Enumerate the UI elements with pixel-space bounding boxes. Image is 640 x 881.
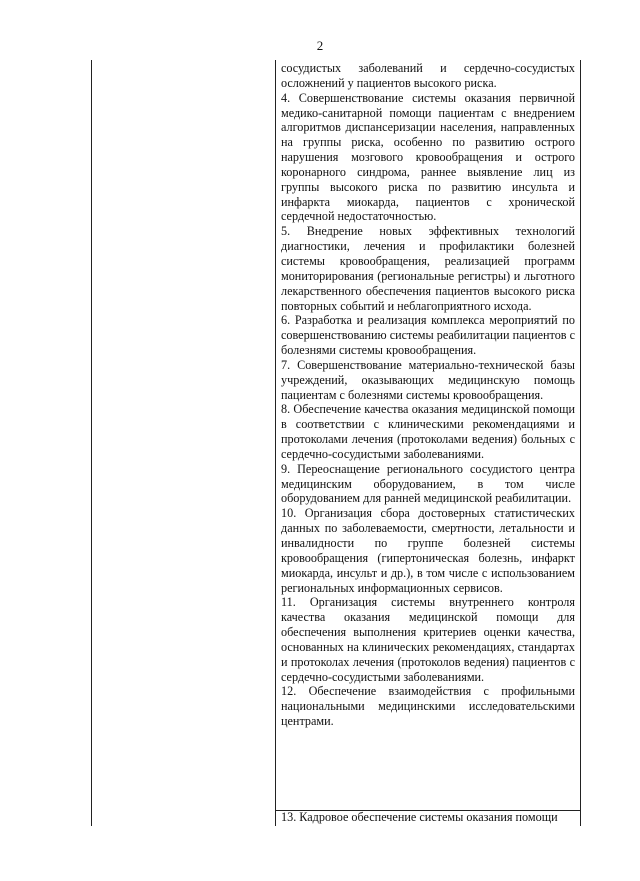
list-item-continued: 13. Кадровое обеспечение системы оказания помощи [281,810,558,824]
page-number: 2 [316,38,324,53]
list-item: 9. Переоснащение регионального сосудистого центра медицинским оборудованием, в том числе оборудованием для ранней медицинской реабилитации. [281,461,575,506]
list-item: 10. Организация сбора достоверных статистических данных по заболеваемости, смертности, летальности и инвалидности по группе болезней системы кровообращения (гипертоническая болезнь, инфаркт миокарда, инсульт и др.), в том числе с использованием региональных информационных сервисов. [281,506,575,595]
list-item: 8. Обеспечение качества оказания медицинской помощи в соответствии с клиническими рекомендациями и протоколами лечения (протоколами ведения) больных с сердечно-сосудистыми заболеваниями. [281,402,575,461]
column-divider [275,60,276,826]
list-item: 7. Совершенствование материально-технической базы учреждений, оказывающих медицинскую помощь пациентам с болезнями системы кровообращения. [281,357,575,402]
list-item: 12. Обеспечение взаимодействия с профильными национальными медицинскими исследовательскими центрами. [281,684,575,729]
list-item: 11. Организация системы внутреннего контроля качества оказания медицинской помощи для обеспечения выполнения критериев оценки качества, основанных на клинических рекомендациях, стандартах и протоколах лечения (протоколов ведения) пациентов с сердечно-сосудистыми заболеваниями. [281,595,575,684]
document-table [91,60,581,826]
list-item: 4. Совершенствование системы оказания первичной медико-санитарной помощи пациентам с внедрением алгоритмов диспансеризации населения, направленных на группы риска, особенно по развитию острого нарушения мозгового кровообращения и острого коронарного синдрома, раннее выявление лиц из группы высокого риска по развитию инсульта и инфаркта миокарда, пациентов с хронической сердечной недостаточностью. [281,90,575,224]
right-column-cell [281,61,575,729]
list-item: 6. Разработка и реализация комплекса мероприятий по совершенствованию системы реабилитации пациентов с болезнями системы кровообращения. [281,313,575,358]
list-item: 5. Внедрение новых эффективных технологий диагностики, лечения и профилактики болезней системы кровообращения, реализацией программ мониторирования (региональные регистры) и льготного лекарственного обеспечения пациентов высокого риска повторных событий и неблагоприятного исхода. [281,224,575,313]
list-item: сосудистых заболеваний и сердечно-сосудистых осложнений у пациентов высокого риска. [281,61,575,90]
